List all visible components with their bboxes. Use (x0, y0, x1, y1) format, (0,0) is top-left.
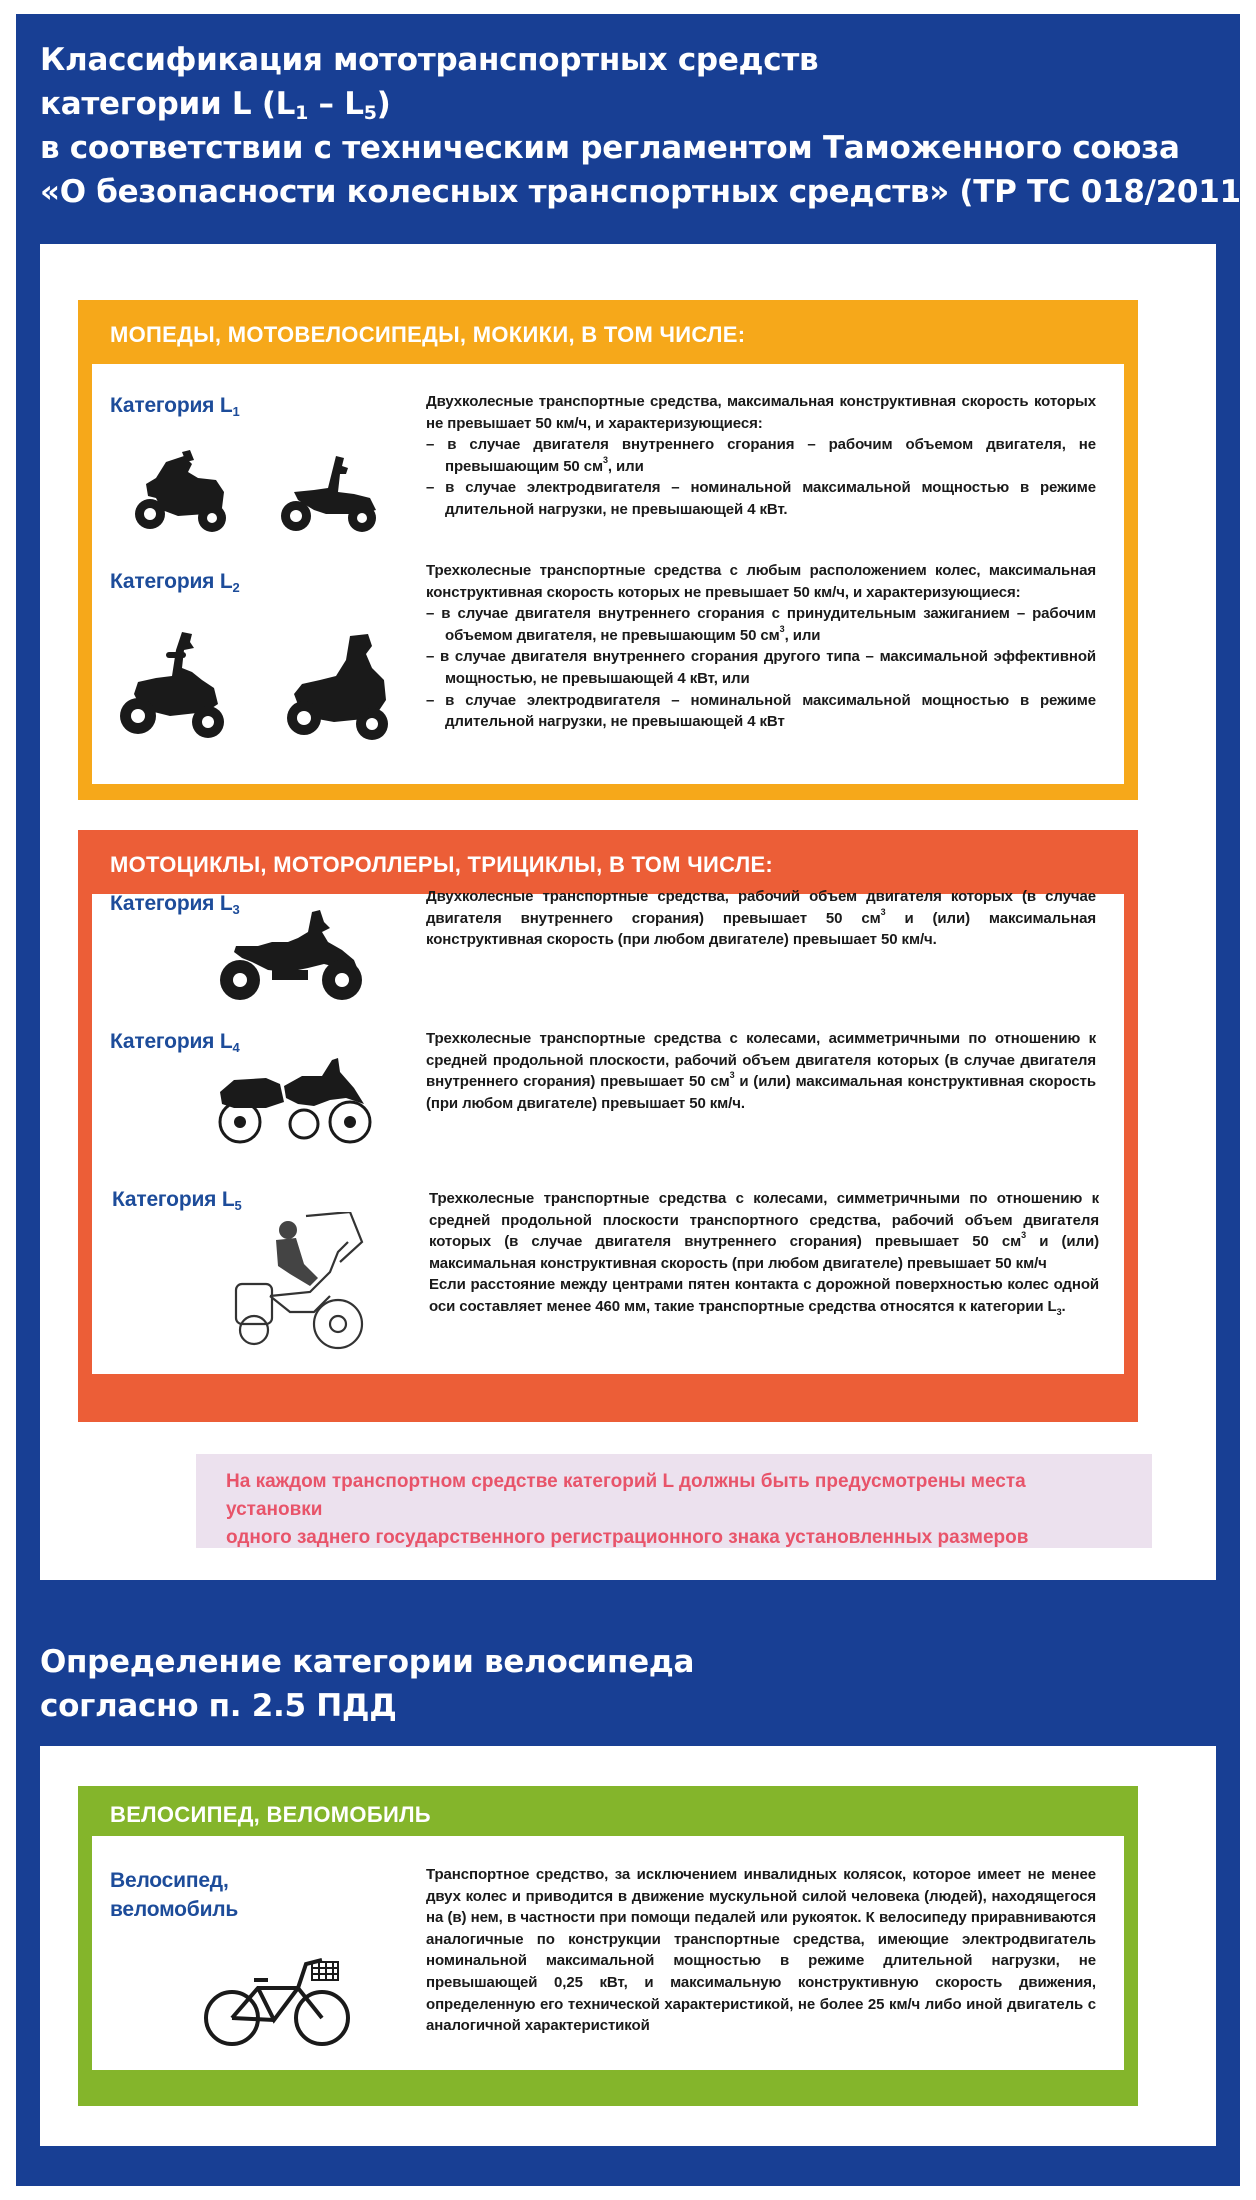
motorcycle-icon (212, 908, 372, 1008)
mopeds-section (78, 300, 1138, 800)
bicycle-panel (40, 1746, 1216, 2146)
category-l5-label: Категория $L_5$ (112, 1188, 242, 1213)
l3-text: Двухколесные транспортные средства, рабочий объем двигателя которых (в случае двигателя внутреннего сгорания) превышает 50 $см^3$ и (или) максимальная конструктивная скорость (при любом двигателе) превышает 50 км/ч. (426, 888, 1096, 949)
l1-item-1: – в случае двигателя внутреннего сгорания – рабочим объемом двигателя, не превышающим 50 $см^3$, или (426, 436, 1096, 475)
plate-note-box (196, 1454, 1152, 1548)
l5-note: Если расстояние между центрами пятен контакта с дорожной поверхностью колес одной оси составляет менее 460 мм, такие транспортные средства относятся к категории $L_3$. (429, 1276, 1099, 1317)
category-l1-label: Категория $L_1$ (110, 394, 240, 419)
scooter-icon (274, 454, 382, 538)
three-wheel-scooter-icon (110, 628, 230, 744)
mopeds-body (92, 364, 1124, 784)
motorcycles-heading: МОТОЦИКЛЫ, МОТОРОЛЛЕРЫ, ТРИЦИКЛЫ, В ТОМ ЧИСЛЕ: (110, 852, 774, 877)
main-title-line-2: категории L $(L_1 - L_5)$ (40, 86, 391, 124)
bicycle-section (78, 1786, 1138, 2106)
category-l3-description (426, 886, 1096, 951)
plate-note-text (226, 1468, 1126, 1552)
bicycle-icon (202, 1950, 352, 2050)
main-title-line-3: в соответствии с техническим регламентом Таможенного союза (40, 130, 1180, 166)
mopeds-heading: МОПЕДЫ, МОТОВЕЛОСИПЕДЫ, МОКИКИ, В ТОМ ЧИСЛЕ: (110, 322, 746, 347)
l4-text: Трехколесные транспортные средства с колесами, асимметричными по отношению к средней продольной плоскости, рабочий объем двигателя которых (в случае двигателя внутреннего сгорания) превышает 50 $см^3$ и (или) максимальная конструктивная скорость (при любом двигателе) превышает 50 км/ч. (426, 1030, 1096, 1112)
bicycle-title (40, 1640, 940, 1728)
main-title (40, 38, 1255, 214)
bicycle-title-line-1: Определение категории велосипеда (40, 1644, 695, 1680)
l1-intro: Двухколесные транспортные средства, максимальная конструктивная скорость которых не превышает 50 км/ч, и характеризующиеся: (426, 393, 1096, 432)
l2-item-3: – в случае электродвигателя – номинальной максимальной мощностью в режиме длительной нагрузки, не превышающей 4 кВт (426, 691, 1096, 731)
category-l2-description (426, 560, 1096, 733)
category-l2-label: Категория $L_2$ (110, 570, 240, 595)
l2-intro: Трехколесные транспортные средства с любым расположением колес, максимальная конструктивная скорость которых не превышает 50 км/ч, и характеризующиеся: (426, 562, 1096, 601)
bicycle-body (92, 1836, 1124, 2070)
motorcycles-body (92, 888, 1124, 1374)
category-l1-description (426, 391, 1096, 521)
category-l5-description (429, 1188, 1099, 1318)
bicycle-title-line-2: согласно п. 2.5 ПДД (40, 1688, 397, 1724)
maxi-scooter-icon (126, 450, 234, 540)
bicycle-label: Велосипед, веломобиль (110, 1869, 239, 1921)
plate-note-line-1: На каждом транспортном средстве категорий L должны быть предусмотрены места установки (226, 1471, 1026, 1520)
l1-item-2: – в случае электродвигателя – номинальной максимальной мощностью в режиме длительной нагрузки, не превышающей 4 кВт. (426, 479, 1096, 518)
three-wheel-maxi-scooter-icon (276, 634, 396, 746)
trike-rider-icon (230, 1212, 370, 1352)
l2-item-1: – в случае двигателя внутреннего сгорания с принудительным зажиганием – рабочим объемом двигателя, не превышающим 50 $см^3$, или (426, 605, 1096, 644)
bicycle-heading: ВЕЛОСИПЕД, ВЕЛОМОБИЛЬ (110, 1802, 431, 1827)
category-l3-label: Категория $L_3$ (110, 892, 240, 917)
bicycle-description: Транспортное средство, за исключением инвалидных колясок, которое имеет не менее двух колес и приводится в движение мускульной силой человека (людей), находящегося на (в) нем, в частности при помощи педалей или рукояток. К велосипеду приравниваются аналогичные по конструкции транспортные средства, имеющие электродвигатель номинальной максимальной мощностью в режиме длительной нагрузки, не превышающей 0,25 кВт, и максимальную конструктивную скорость движения, определенную его технической характеристикой, не более 25 км/ч либо иной двигатель с аналогичной характеристикой (426, 1866, 1096, 2035)
l2-item-2: – в случае двигателя внутреннего сгорания другого типа – максимальной эффективной мощностью, не превышающей 4 кВт, или (426, 648, 1096, 687)
main-title-line-1: Классификация мототранспортных средств (40, 42, 819, 78)
plate-note-line-2: одного заднего государственного регистрационного знака установленных размеров (226, 1527, 1029, 1548)
sidecar-motorcycle-icon (214, 1052, 374, 1148)
classification-panel (40, 244, 1216, 1580)
motorcycles-section (78, 830, 1138, 1422)
main-title-line-4: «О безопасности колесных транспортных средств» (ТР ТС 018/2011) (40, 174, 1255, 210)
l5-text: Трехколесные транспортные средства с колесами, симметричными по отношению к средней продольной плоскости транспортного средства, рабочий объем двигателя которых (в случае двигателя внутреннего сгорания) превышает 50 $см^3$ и (или) максимальная конструктивная скорость (при любом двигателе) превышает 50 км/ч (429, 1190, 1099, 1272)
category-l4-description (426, 1028, 1096, 1114)
category-l4-label: Категория $L_4$ (110, 1030, 240, 1055)
